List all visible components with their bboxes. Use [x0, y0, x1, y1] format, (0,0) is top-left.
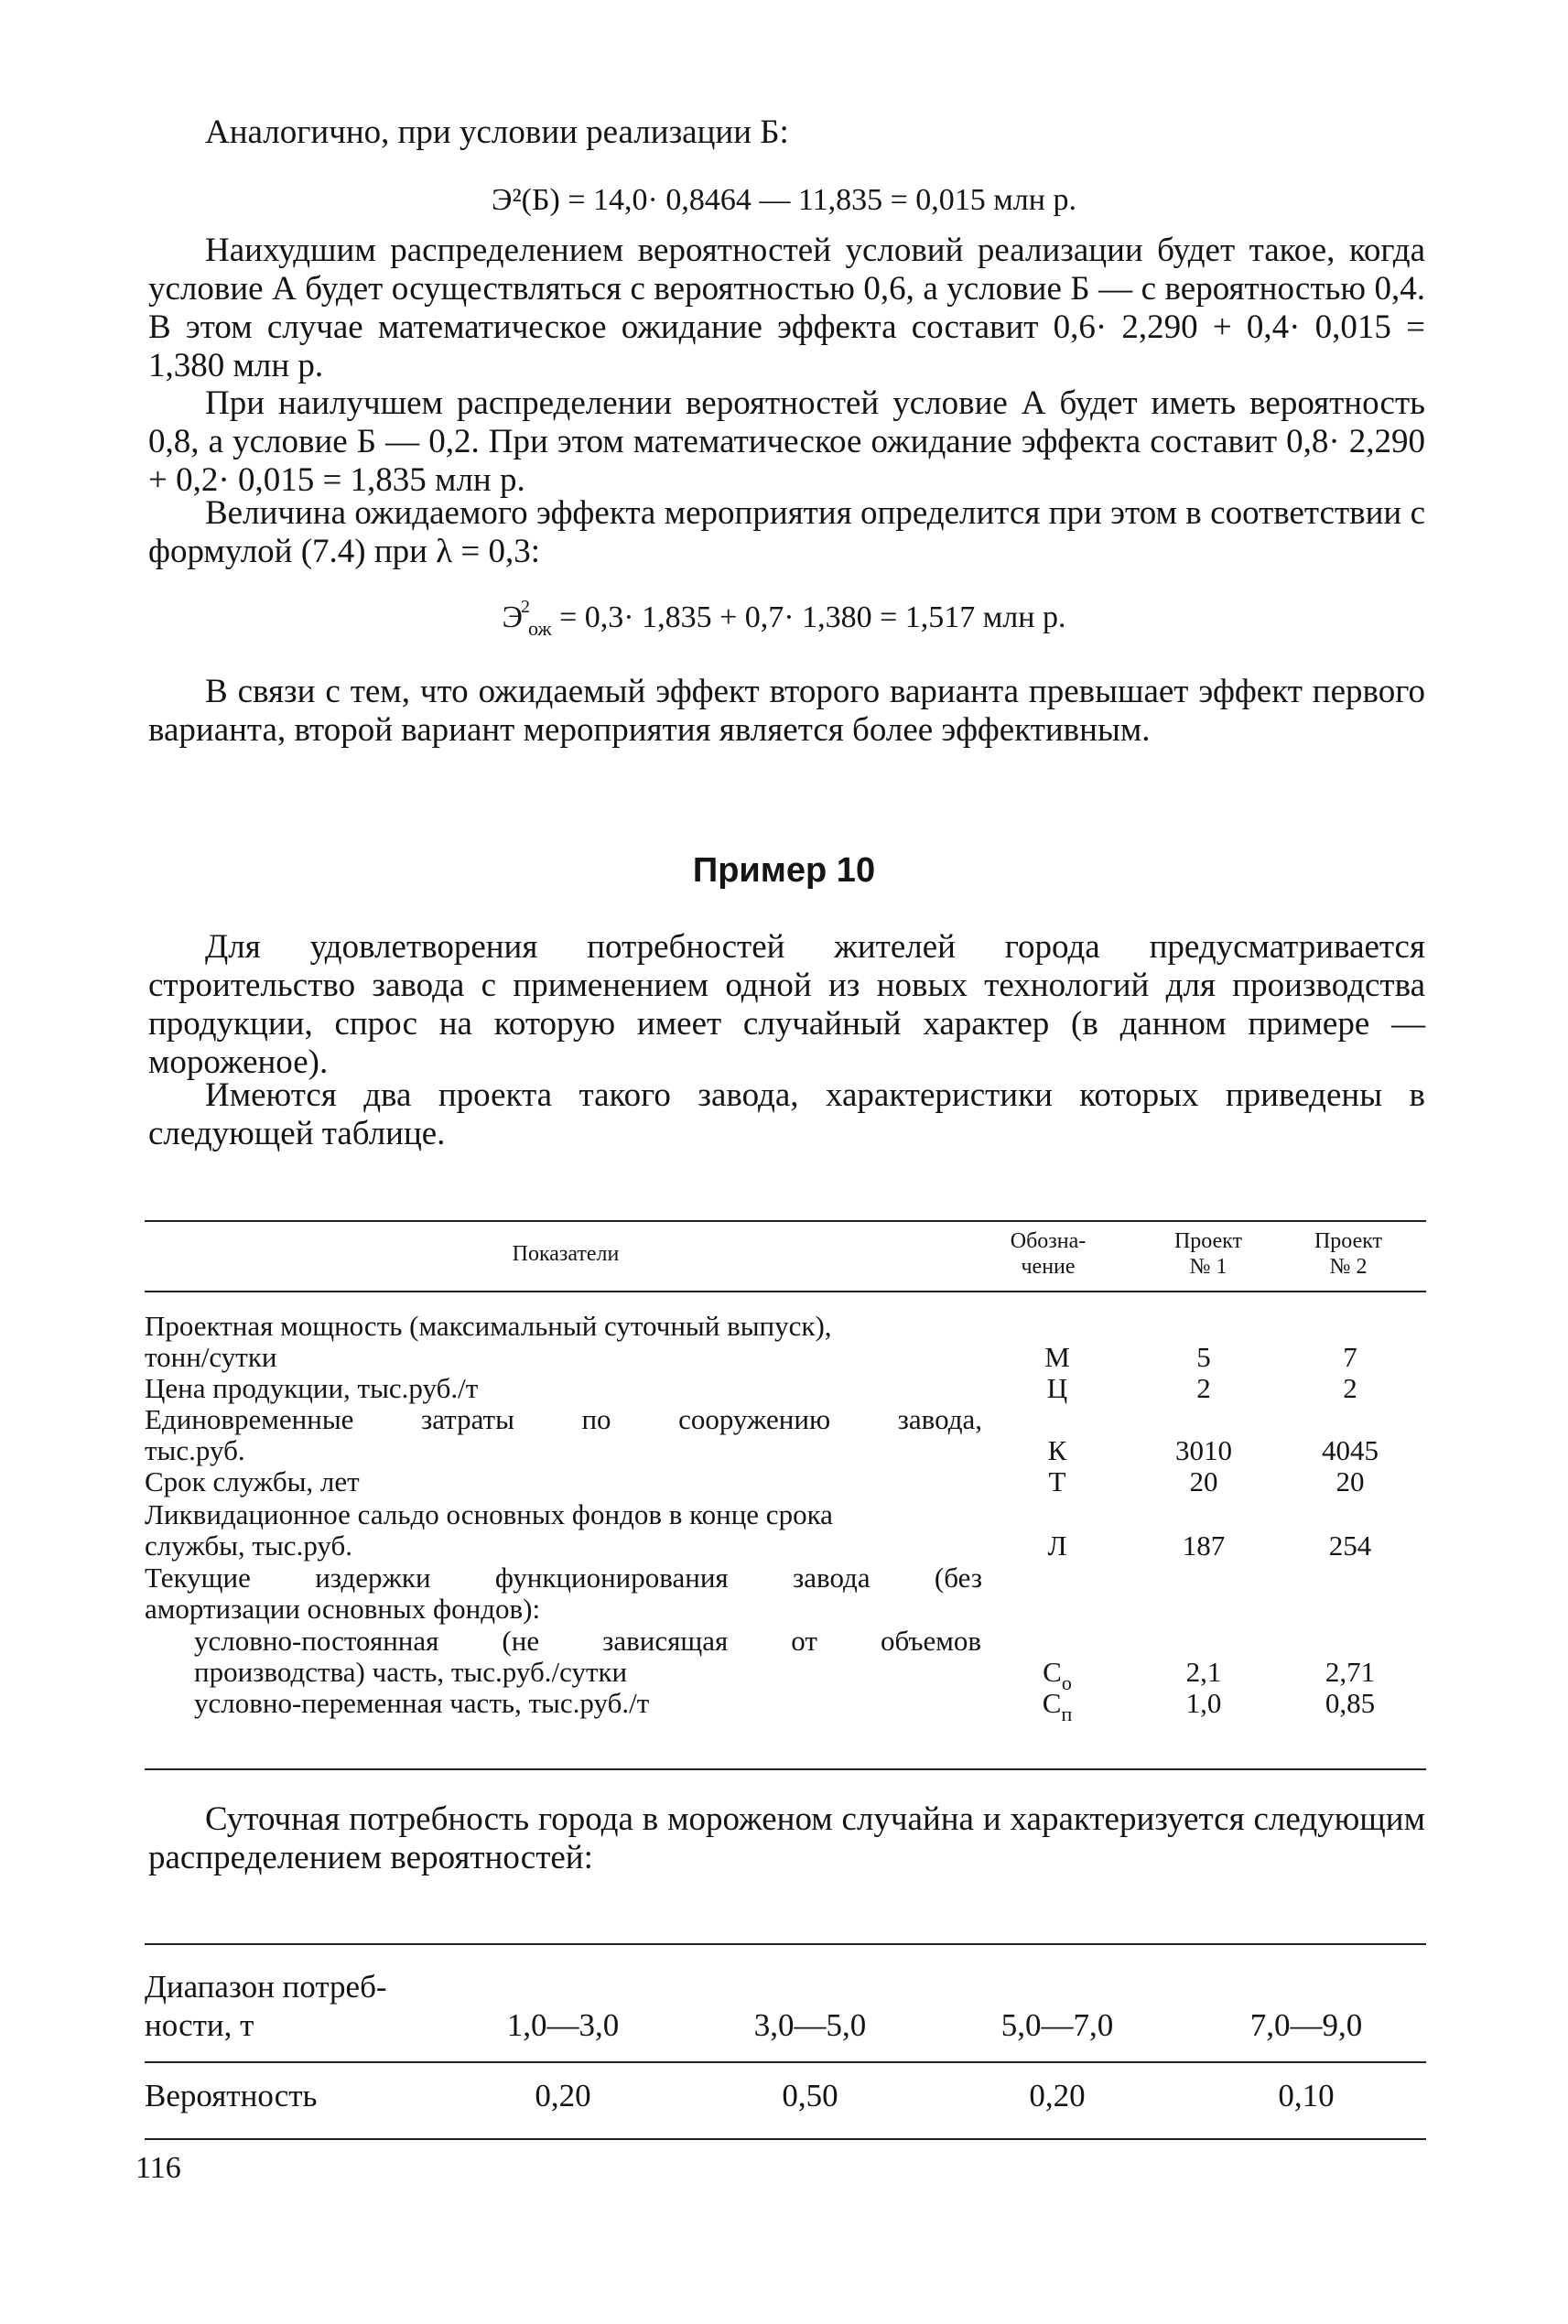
table2-bottom-rule	[145, 2138, 1426, 2140]
table2-range: 1,0—3,0	[506, 2007, 620, 2043]
table1-project2-value: 0,85	[1325, 1687, 1376, 1719]
table1-top-rule	[145, 1220, 1426, 1222]
formula-superscript: 2	[520, 597, 530, 617]
table1-header-project1-line1: Проект	[1173, 1229, 1243, 1253]
table2-range: 5,0—7,0	[1000, 2007, 1114, 2043]
table1-bottom-rule	[145, 1768, 1426, 1770]
section-heading: Пример 10	[692, 851, 876, 890]
paragraph-best-case: При наилучшем распределении вероятностей условие А будет иметь вероятность 0,8, а условие Б — 0,2. При этом математическое ожидание эффекта составит 0,8· 2,290 + 0,2· 0,015 = 1,835 млн р.	[148, 384, 1425, 499]
table1-label-life: Срок службы, лет	[145, 1465, 360, 1497]
table1-project1-value: 2	[1196, 1372, 1211, 1404]
table1-project2-value: 4045	[1322, 1434, 1379, 1466]
table1-project1-value: 187	[1182, 1530, 1226, 1562]
table1-project2-value: 7	[1343, 1341, 1357, 1373]
table1-symbol-subscript: п	[1061, 1702, 1073, 1725]
table2-probability: 0,20	[1029, 2078, 1086, 2113]
table2-range: 3,0—5,0	[753, 2007, 867, 2043]
table1-symbol: К	[1047, 1434, 1067, 1466]
formula-subscript: ож	[527, 617, 552, 640]
table1-symbol-letter: С	[1043, 1656, 1062, 1688]
table1-project1-value: 5	[1196, 1341, 1211, 1373]
table1-label-salvage-1: Ликвидационное сальдо основных фондов в конце срока	[145, 1498, 833, 1530]
paragraph-two-projects: Имеются два проекта такого завода, характеристики которых приведены в следующей таблице.	[148, 1076, 1425, 1152]
table1-label-variable: условно-переменная часть, тыс.руб./т	[194, 1687, 650, 1719]
page-number: 116	[135, 2151, 181, 2185]
table1-project1-value: 1,0	[1185, 1687, 1222, 1719]
formula-symbol: Э	[502, 600, 523, 634]
table1-project2-value: 254	[1328, 1530, 1372, 1562]
table2-range-label-2: ности, т	[145, 2007, 254, 2043]
table1-header-project2-line1: Проект	[1314, 1229, 1383, 1253]
table1-label-fixed-2: производства) часть, тыс.руб./сутки	[194, 1656, 628, 1688]
table2-probability: 0,10	[1278, 2078, 1335, 2113]
table1-header-project2-line2: № 2	[1329, 1255, 1368, 1279]
table1-symbol: Т	[1048, 1465, 1066, 1497]
table1-label-costs-1: Текущие издержки функционирования завода (без	[145, 1562, 982, 1594]
table1-label-fixed-1: условно-постоянная (не зависящая от объемов	[194, 1625, 981, 1657]
formula-expected-effect	[0, 597, 1568, 641]
table2-top-rule	[145, 1943, 1426, 1945]
table1-header-project1	[1149, 1228, 1268, 1280]
table1-project2-value: 2	[1343, 1372, 1357, 1404]
table1-label-capacity-1: Проектная мощность (максимальный суточный выпуск),	[145, 1310, 832, 1342]
table1-project1-value: 20	[1189, 1465, 1218, 1497]
table1-label-capacity-2: тонн/сутки	[145, 1341, 277, 1373]
table1-project2-value: 2,71	[1325, 1656, 1376, 1688]
table1-symbol-subscript: о	[1061, 1671, 1072, 1694]
table1-header-indicators: Показатели	[512, 1242, 620, 1266]
table1-header-symbol-line1: Обозна-	[1010, 1229, 1087, 1253]
table1-symbol: Л	[1047, 1530, 1067, 1562]
formula-effect-b: Э²(Б) = 14,0· 0,8464 — 11,835 = 0,015 млн р.	[492, 183, 1076, 217]
table1-label-price: Цена продукции, тыс.руб./т	[145, 1372, 479, 1404]
table1-project1-value: 2,1	[1185, 1656, 1222, 1688]
table1-project1-value: 3010	[1175, 1434, 1232, 1466]
table1-symbol: М	[1044, 1341, 1070, 1373]
paragraph-intro: Аналогично, при условии реализации Б:	[205, 113, 789, 151]
table1-label-capex-1: Единовременные затраты по сооружению завода,	[145, 1403, 982, 1435]
table1-header-symbol-line2: чение	[1021, 1255, 1076, 1279]
paragraph-example-intro: Для удовлетворения потребностей жителей города предусматривается строительство завода с применением одной из новых технологий для производства продукции, спрос на которую имеет случайный характер (в данном примере — мороженое).	[148, 928, 1425, 1081]
table1-symbol	[1021, 1688, 1094, 1730]
table2-probability: 0,20	[535, 2078, 591, 2113]
table1-label-salvage-2: службы, тыс.руб.	[145, 1530, 353, 1562]
paragraph-expected-effect: Величина ожидаемого эффекта мероприятия определится при этом в соответствии с формулой (7.4) при λ = 0,3:	[148, 494, 1425, 570]
table1-label-capex-2: тыс.руб.	[145, 1434, 245, 1466]
table2-range-label-1: Диапазон потреб-	[145, 1969, 387, 2005]
table1-label-costs-2: амортизации основных фондов):	[145, 1593, 541, 1625]
paragraph-demand: Суточная потребность города в мороженом случайна и характеризуется следующим распределением вероятностей:	[148, 1800, 1425, 1876]
table2-range: 7,0—9,0	[1249, 2007, 1363, 2043]
table1-symbol: Ц	[1046, 1372, 1068, 1404]
table1-header-rule	[145, 1291, 1426, 1292]
table1-project2-value: 20	[1336, 1465, 1365, 1497]
table2-prob-label: Вероятность	[145, 2078, 318, 2113]
paragraph-conclusion: В связи с тем, что ожидаемый эффект второго варианта превышает эффект первого варианта, второй вариант мероприятия является более эффективным.	[148, 673, 1425, 749]
table1-header-project1-line2: № 1	[1189, 1255, 1227, 1279]
table1-header-symbol	[993, 1228, 1103, 1280]
formula-body: = 0,3· 1,835 + 0,7· 1,380 = 1,517 млн р.	[551, 600, 1066, 634]
table1-symbol-letter: С	[1042, 1687, 1062, 1719]
paragraph-worst-case: Наихудшим распределением вероятностей условий реализации будет такое, когда условие А будет осуществляться с вероятностью 0,6, а условие Б — с вероятностью 0,4. В этом случае математическое ожидание эффекта составит 0,6· 2,290 + 0,4· 0,015 = 1,380 млн р.	[148, 232, 1425, 384]
table1-header-project2	[1289, 1228, 1408, 1280]
table2-probability: 0,50	[782, 2078, 838, 2113]
table2-middle-rule	[145, 2061, 1426, 2063]
